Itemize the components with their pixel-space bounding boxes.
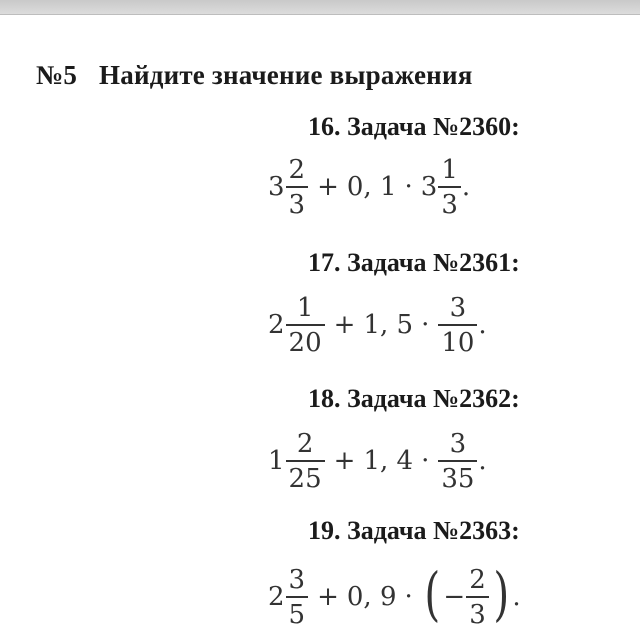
- fraction-bar: [466, 596, 489, 598]
- denominator: 3: [441, 189, 458, 220]
- exercise-number: №5: [36, 60, 78, 90]
- fraction: [466, 564, 489, 630]
- minus-sign: −: [443, 582, 466, 612]
- denominator: 10: [441, 327, 475, 358]
- plus-sign: +: [333, 446, 356, 476]
- numerator: 2: [288, 154, 306, 185]
- left-parenthesis: (: [424, 560, 441, 628]
- plus-sign: +: [317, 172, 339, 202]
- fraction-bar: [286, 596, 309, 598]
- fraction-bar: [438, 186, 461, 188]
- numerator: 1: [441, 154, 458, 185]
- fraction: [286, 564, 309, 630]
- multiply-dot: ·: [404, 582, 413, 612]
- period: .: [478, 446, 487, 476]
- whole-part: 2: [268, 310, 285, 340]
- fraction: [438, 428, 477, 494]
- whole-part: 2: [268, 582, 285, 612]
- task-19-expression: [268, 560, 521, 634]
- fraction: [286, 428, 325, 494]
- decimal-number: 0, 9: [346, 582, 397, 612]
- fraction: [438, 292, 477, 358]
- multiply-dot: ·: [421, 446, 430, 476]
- denominator: 25: [288, 463, 322, 494]
- numerator: 3: [288, 564, 306, 595]
- numerator: 3: [449, 428, 467, 459]
- fraction: [286, 154, 309, 220]
- decimal-number: 0, 1: [346, 172, 397, 202]
- numerator: 2: [296, 428, 314, 459]
- period: .: [512, 582, 521, 612]
- decimal-number: 1, 5: [363, 310, 414, 340]
- top-edge-bar: [0, 0, 640, 15]
- task-16-expression: [268, 150, 470, 224]
- whole-part: 3: [268, 172, 285, 202]
- fraction-bar: [438, 460, 477, 462]
- numerator: 1: [296, 292, 314, 323]
- exercise-instruction: Найдите значение выражения: [99, 60, 473, 90]
- fraction-bar: [286, 186, 309, 188]
- whole-part: 1: [268, 446, 285, 476]
- task-19-title: 19. Задача №2363:: [308, 516, 520, 545]
- multiply-dot: ·: [404, 172, 413, 202]
- exercise-heading: [36, 60, 473, 91]
- right-parenthesis: ): [493, 560, 510, 628]
- period: .: [461, 172, 471, 202]
- denominator: 5: [288, 599, 306, 630]
- fraction-bar: [286, 324, 325, 326]
- denominator: 3: [469, 599, 486, 630]
- decimal-number: 1, 4: [363, 446, 414, 476]
- denominator: 35: [441, 463, 475, 494]
- task-17-title: 17. Задача №2361:: [308, 248, 520, 277]
- fraction-bar: [438, 324, 477, 326]
- multiply-dot: ·: [421, 310, 430, 340]
- task-16-title: 16. Задача №2360:: [308, 112, 520, 141]
- period: .: [478, 310, 487, 340]
- fraction: [438, 154, 461, 220]
- whole-part: 3: [420, 172, 438, 202]
- task-18-title: 18. Задача №2362:: [308, 384, 520, 413]
- numerator: 3: [449, 292, 467, 323]
- task-17-expression: [268, 288, 487, 362]
- fraction-bar: [286, 460, 325, 462]
- fraction: [286, 292, 325, 358]
- task-18-expression: [268, 424, 487, 498]
- plus-sign: +: [333, 310, 356, 340]
- denominator: 20: [288, 327, 322, 358]
- denominator: 3: [288, 189, 306, 220]
- plus-sign: +: [317, 582, 339, 612]
- numerator: 2: [469, 564, 486, 595]
